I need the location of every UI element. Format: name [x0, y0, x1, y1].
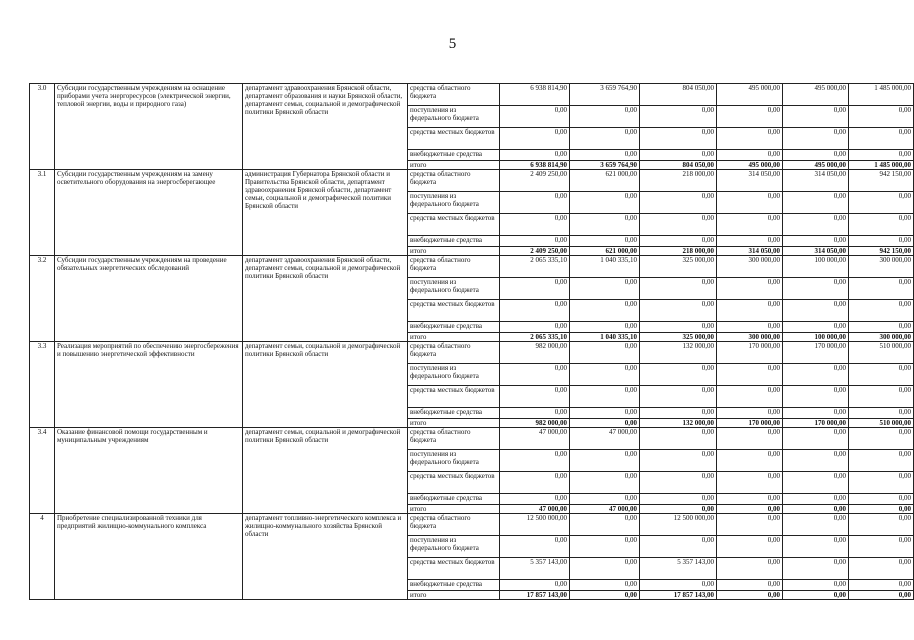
measure-executor: департамент здравоохранения Брянской области, департамент образования и науки Брянской области, департамент семьи, социальной и демографической политики Брянской области [243, 84, 408, 170]
year-amount-cell: 300 000,00 [849, 333, 914, 342]
total-amount-cell: 982 000,00 [500, 419, 570, 428]
measure-number: 3.3 [30, 342, 55, 428]
year-amount-cell: 0,00 [717, 214, 783, 236]
year-amount-cell: 0,00 [849, 580, 914, 591]
total-amount-cell: 982 000,00 [500, 342, 570, 364]
year-amount-cell: 170 000,00 [783, 342, 849, 364]
funding-source: внебюджетные средства [408, 580, 500, 591]
total-amount-cell: 0,00 [500, 536, 570, 558]
total-amount-cell: 0,00 [500, 150, 570, 161]
total-amount-cell: 0,00 [500, 450, 570, 472]
total-amount-cell: 47 000,00 [500, 428, 570, 450]
total-amount-cell: 0,00 [500, 580, 570, 591]
year-amount-cell: 0,00 [717, 106, 783, 128]
funding-source: поступления из федерального бюджета [408, 106, 500, 128]
year-amount-cell: 0,00 [640, 150, 717, 161]
funding-source: итого [408, 591, 500, 600]
year-amount-cell: 0,00 [717, 514, 783, 536]
year-amount-cell: 1 040 335,10 [570, 256, 640, 278]
year-amount-cell: 495 000,00 [717, 161, 783, 170]
total-amount-cell: 2 409 250,00 [500, 247, 570, 256]
year-amount-cell: 0,00 [640, 322, 717, 333]
year-amount-cell: 510 000,00 [849, 419, 914, 428]
year-amount-cell: 0,00 [570, 408, 640, 419]
total-amount-cell: 0,00 [500, 300, 570, 322]
total-amount-cell: 2 065 335,10 [500, 256, 570, 278]
funding-source: итого [408, 247, 500, 256]
year-amount-cell: 5 357 143,00 [640, 558, 717, 580]
year-amount-cell: 132 000,00 [640, 342, 717, 364]
year-amount-cell: 0,00 [849, 428, 914, 450]
year-amount-cell: 495 000,00 [783, 84, 849, 106]
year-amount-cell: 47 000,00 [570, 428, 640, 450]
total-amount-cell: 0,00 [500, 128, 570, 150]
budget-table [29, 83, 914, 600]
year-amount-cell: 0,00 [783, 505, 849, 514]
total-amount-cell: 0,00 [500, 386, 570, 408]
year-amount-cell: 3 659 764,90 [570, 84, 640, 106]
year-amount-cell: 0,00 [640, 450, 717, 472]
funding-source: средства областного бюджета [408, 170, 500, 192]
year-amount-cell: 0,00 [640, 408, 717, 419]
year-amount-cell: 0,00 [783, 106, 849, 128]
year-amount-cell: 100 000,00 [783, 333, 849, 342]
measure-executor: департамент топливно-энергетического комплекса и жилищно-коммунального хозяйства Брянской области [243, 514, 408, 600]
funding-source: итого [408, 161, 500, 170]
year-amount-cell: 0,00 [640, 364, 717, 386]
measure-name: Реализация мероприятий по обеспечению энергосбережения и повышению энергетической эффективности [55, 342, 243, 428]
measure-number: 4 [30, 514, 55, 600]
year-amount-cell: 0,00 [570, 106, 640, 128]
year-amount-cell: 132 000,00 [640, 419, 717, 428]
total-amount-cell: 0,00 [500, 472, 570, 494]
year-amount-cell: 0,00 [849, 322, 914, 333]
year-amount-cell: 0,00 [783, 192, 849, 214]
table-row [30, 256, 914, 278]
funding-source: поступления из федерального бюджета [408, 450, 500, 472]
funding-source: итого [408, 419, 500, 428]
year-amount-cell: 0,00 [640, 128, 717, 150]
year-amount-cell: 0,00 [640, 428, 717, 450]
funding-source: поступления из федерального бюджета [408, 192, 500, 214]
year-amount-cell: 510 000,00 [849, 342, 914, 364]
year-amount-cell: 12 500 000,00 [640, 514, 717, 536]
total-amount-cell: 2 065 335,10 [500, 333, 570, 342]
year-amount-cell: 0,00 [849, 494, 914, 505]
year-amount-cell: 300 000,00 [717, 333, 783, 342]
year-amount-cell: 0,00 [570, 386, 640, 408]
year-amount-cell: 0,00 [783, 472, 849, 494]
year-amount-cell: 0,00 [570, 128, 640, 150]
year-amount-cell: 0,00 [717, 128, 783, 150]
total-amount-cell: 47 000,00 [500, 505, 570, 514]
year-amount-cell: 0,00 [849, 364, 914, 386]
year-amount-cell: 170 000,00 [717, 419, 783, 428]
funding-source: средства местных бюджетов [408, 472, 500, 494]
year-amount-cell: 0,00 [717, 536, 783, 558]
funding-source: средства местных бюджетов [408, 386, 500, 408]
year-amount-cell: 300 000,00 [849, 256, 914, 278]
year-amount-cell: 0,00 [783, 150, 849, 161]
year-amount-cell: 0,00 [717, 408, 783, 419]
year-amount-cell: 0,00 [570, 580, 640, 591]
measure-name: Оказание финансовой помощи государственным и муниципальным учреждениям [55, 428, 243, 514]
year-amount-cell: 0,00 [849, 192, 914, 214]
funding-source: средства местных бюджетов [408, 558, 500, 580]
year-amount-cell: 3 659 764,90 [570, 161, 640, 170]
year-amount-cell: 0,00 [783, 278, 849, 300]
year-amount-cell: 0,00 [849, 558, 914, 580]
year-amount-cell: 0,00 [849, 591, 914, 600]
year-amount-cell: 0,00 [640, 580, 717, 591]
year-amount-cell: 0,00 [849, 214, 914, 236]
year-amount-cell: 0,00 [849, 236, 914, 247]
year-amount-cell: 0,00 [783, 494, 849, 505]
measure-name: Субсидии государственным учреждениям на проведение обязательных энергетических обследований [55, 256, 243, 342]
year-amount-cell: 0,00 [783, 408, 849, 419]
year-amount-cell: 314 050,00 [783, 170, 849, 192]
measure-number: 3.2 [30, 256, 55, 342]
year-amount-cell: 0,00 [570, 278, 640, 300]
year-amount-cell: 0,00 [717, 472, 783, 494]
year-amount-cell: 0,00 [717, 558, 783, 580]
year-amount-cell: 0,00 [783, 386, 849, 408]
year-amount-cell: 314 050,00 [783, 247, 849, 256]
measure-number: 3.1 [30, 170, 55, 256]
total-amount-cell: 12 500 000,00 [500, 514, 570, 536]
year-amount-cell: 0,00 [849, 128, 914, 150]
year-amount-cell: 0,00 [570, 536, 640, 558]
year-amount-cell: 0,00 [849, 408, 914, 419]
table-row [30, 170, 914, 192]
total-amount-cell: 0,00 [500, 322, 570, 333]
year-amount-cell: 0,00 [717, 192, 783, 214]
year-amount-cell: 0,00 [849, 472, 914, 494]
year-amount-cell: 0,00 [717, 580, 783, 591]
year-amount-cell: 1 040 335,10 [570, 333, 640, 342]
year-amount-cell: 0,00 [783, 128, 849, 150]
year-amount-cell: 0,00 [640, 386, 717, 408]
total-amount-cell: 0,00 [500, 408, 570, 419]
total-amount-cell: 0,00 [500, 214, 570, 236]
year-amount-cell: 0,00 [783, 591, 849, 600]
year-amount-cell: 0,00 [717, 300, 783, 322]
year-amount-cell: 0,00 [640, 106, 717, 128]
year-amount-cell: 0,00 [570, 591, 640, 600]
total-amount-cell: 0,00 [500, 494, 570, 505]
year-amount-cell: 0,00 [849, 505, 914, 514]
year-amount-cell: 495 000,00 [783, 161, 849, 170]
year-amount-cell: 0,00 [849, 386, 914, 408]
year-amount-cell: 0,00 [783, 300, 849, 322]
measure-executor: департамент здравоохранения Брянской области, департамент семьи, социальной и демографической политики Брянской области [243, 256, 408, 342]
funding-source: поступления из федерального бюджета [408, 278, 500, 300]
total-amount-cell: 0,00 [500, 106, 570, 128]
measure-name: Приобретение специализированной техники для предприятий жилищно-коммунального комплекса [55, 514, 243, 600]
funding-source: средства областного бюджета [408, 256, 500, 278]
year-amount-cell: 0,00 [640, 494, 717, 505]
year-amount-cell: 0,00 [783, 536, 849, 558]
year-amount-cell: 0,00 [849, 300, 914, 322]
total-amount-cell: 6 938 814,90 [500, 161, 570, 170]
year-amount-cell: 0,00 [849, 150, 914, 161]
total-amount-cell: 0,00 [500, 278, 570, 300]
year-amount-cell: 0,00 [640, 472, 717, 494]
year-amount-cell: 0,00 [783, 428, 849, 450]
year-amount-cell: 0,00 [640, 278, 717, 300]
year-amount-cell: 621 000,00 [570, 170, 640, 192]
total-amount-cell: 0,00 [500, 364, 570, 386]
year-amount-cell: 0,00 [570, 494, 640, 505]
year-amount-cell: 0,00 [640, 192, 717, 214]
year-amount-cell: 100 000,00 [783, 256, 849, 278]
year-amount-cell: 0,00 [640, 505, 717, 514]
year-amount-cell: 0,00 [717, 428, 783, 450]
funding-source: поступления из федерального бюджета [408, 536, 500, 558]
year-amount-cell: 1 485 000,00 [849, 161, 914, 170]
table-row [30, 84, 914, 106]
year-amount-cell: 170 000,00 [717, 342, 783, 364]
funding-source: итого [408, 333, 500, 342]
measure-name: Субсидии государственным учреждениям на оснащение приборами учета энергоресурсов (электрической энергии, тепловой энергии, воды и природного газа) [55, 84, 243, 170]
total-amount-cell: 2 409 250,00 [500, 170, 570, 192]
year-amount-cell: 804 050,00 [640, 161, 717, 170]
funding-source: внебюджетные средства [408, 494, 500, 505]
year-amount-cell: 0,00 [717, 450, 783, 472]
year-amount-cell: 300 000,00 [717, 256, 783, 278]
total-amount-cell: 0,00 [500, 236, 570, 247]
year-amount-cell: 0,00 [717, 236, 783, 247]
year-amount-cell: 0,00 [717, 494, 783, 505]
year-amount-cell: 0,00 [570, 514, 640, 536]
funding-source: внебюджетные средства [408, 150, 500, 161]
year-amount-cell: 0,00 [783, 580, 849, 591]
year-amount-cell: 0,00 [783, 364, 849, 386]
year-amount-cell: 218 000,00 [640, 170, 717, 192]
year-amount-cell: 0,00 [570, 236, 640, 247]
year-amount-cell: 0,00 [849, 536, 914, 558]
year-amount-cell: 621 000,00 [570, 247, 640, 256]
year-amount-cell: 0,00 [849, 278, 914, 300]
year-amount-cell: 0,00 [570, 558, 640, 580]
total-amount-cell: 6 938 814,90 [500, 84, 570, 106]
measure-number: 3.4 [30, 428, 55, 514]
year-amount-cell: 942 150,00 [849, 247, 914, 256]
total-amount-cell: 17 857 143,00 [500, 591, 570, 600]
year-amount-cell: 0,00 [783, 322, 849, 333]
year-amount-cell: 942 150,00 [849, 170, 914, 192]
year-amount-cell: 47 000,00 [570, 505, 640, 514]
table-row [30, 428, 914, 450]
year-amount-cell: 0,00 [570, 364, 640, 386]
year-amount-cell: 0,00 [717, 278, 783, 300]
year-amount-cell: 1 485 000,00 [849, 84, 914, 106]
year-amount-cell: 0,00 [717, 591, 783, 600]
year-amount-cell: 325 000,00 [640, 333, 717, 342]
measure-executor: департамент семьи, социальной и демографической политики Брянской области [243, 342, 408, 428]
year-amount-cell: 0,00 [570, 192, 640, 214]
total-amount-cell: 0,00 [500, 192, 570, 214]
measure-executor: администрация Губернатора Брянской области и Правительства Брянской области, департамент здравоохранения Брянской области, департамент семьи, социальной и демографической политики Брянской области [243, 170, 408, 256]
funding-source: средства областного бюджета [408, 428, 500, 450]
year-amount-cell: 0,00 [570, 472, 640, 494]
funding-source: внебюджетные средства [408, 322, 500, 333]
year-amount-cell: 0,00 [570, 450, 640, 472]
measure-executor: департамент семьи, социальной и демографической политики Брянской области [243, 428, 408, 514]
year-amount-cell: 325 000,00 [640, 256, 717, 278]
table-row [30, 514, 914, 536]
funding-source: средства областного бюджета [408, 342, 500, 364]
year-amount-cell: 0,00 [717, 505, 783, 514]
year-amount-cell: 0,00 [570, 322, 640, 333]
funding-source: средства областного бюджета [408, 84, 500, 106]
page-number: 5 [448, 36, 457, 52]
table-row [30, 342, 914, 364]
year-amount-cell: 314 050,00 [717, 247, 783, 256]
total-amount-cell: 5 357 143,00 [500, 558, 570, 580]
year-amount-cell: 0,00 [640, 536, 717, 558]
funding-source: средства местных бюджетов [408, 214, 500, 236]
year-amount-cell: 0,00 [640, 214, 717, 236]
year-amount-cell: 0,00 [570, 214, 640, 236]
year-amount-cell: 0,00 [570, 150, 640, 161]
measure-name: Субсидии государственным учреждениям на замену осветительного оборудования на энергосберегающее [55, 170, 243, 256]
year-amount-cell: 218 000,00 [640, 247, 717, 256]
funding-source: итого [408, 505, 500, 514]
year-amount-cell: 0,00 [849, 106, 914, 128]
year-amount-cell: 0,00 [640, 300, 717, 322]
funding-source: внебюджетные средства [408, 408, 500, 419]
year-amount-cell: 0,00 [849, 450, 914, 472]
year-amount-cell: 804 050,00 [640, 84, 717, 106]
funding-source: поступления из федерального бюджета [408, 364, 500, 386]
year-amount-cell: 0,00 [570, 419, 640, 428]
year-amount-cell: 0,00 [783, 558, 849, 580]
funding-source: внебюджетные средства [408, 236, 500, 247]
year-amount-cell: 0,00 [783, 450, 849, 472]
year-amount-cell: 0,00 [570, 300, 640, 322]
funding-source: средства местных бюджетов [408, 300, 500, 322]
year-amount-cell: 0,00 [783, 514, 849, 536]
funding-source: средства местных бюджетов [408, 128, 500, 150]
year-amount-cell: 0,00 [849, 514, 914, 536]
year-amount-cell: 495 000,00 [717, 84, 783, 106]
year-amount-cell: 0,00 [717, 322, 783, 333]
year-amount-cell: 0,00 [717, 150, 783, 161]
year-amount-cell: 314 050,00 [717, 170, 783, 192]
year-amount-cell: 17 857 143,00 [640, 591, 717, 600]
funding-source: средства областного бюджета [408, 514, 500, 536]
year-amount-cell: 0,00 [640, 236, 717, 247]
year-amount-cell: 0,00 [783, 214, 849, 236]
year-amount-cell: 0,00 [783, 236, 849, 247]
year-amount-cell: 0,00 [570, 342, 640, 364]
year-amount-cell: 0,00 [717, 364, 783, 386]
measure-number: 3.0 [30, 84, 55, 170]
year-amount-cell: 170 000,00 [783, 419, 849, 428]
year-amount-cell: 0,00 [717, 386, 783, 408]
